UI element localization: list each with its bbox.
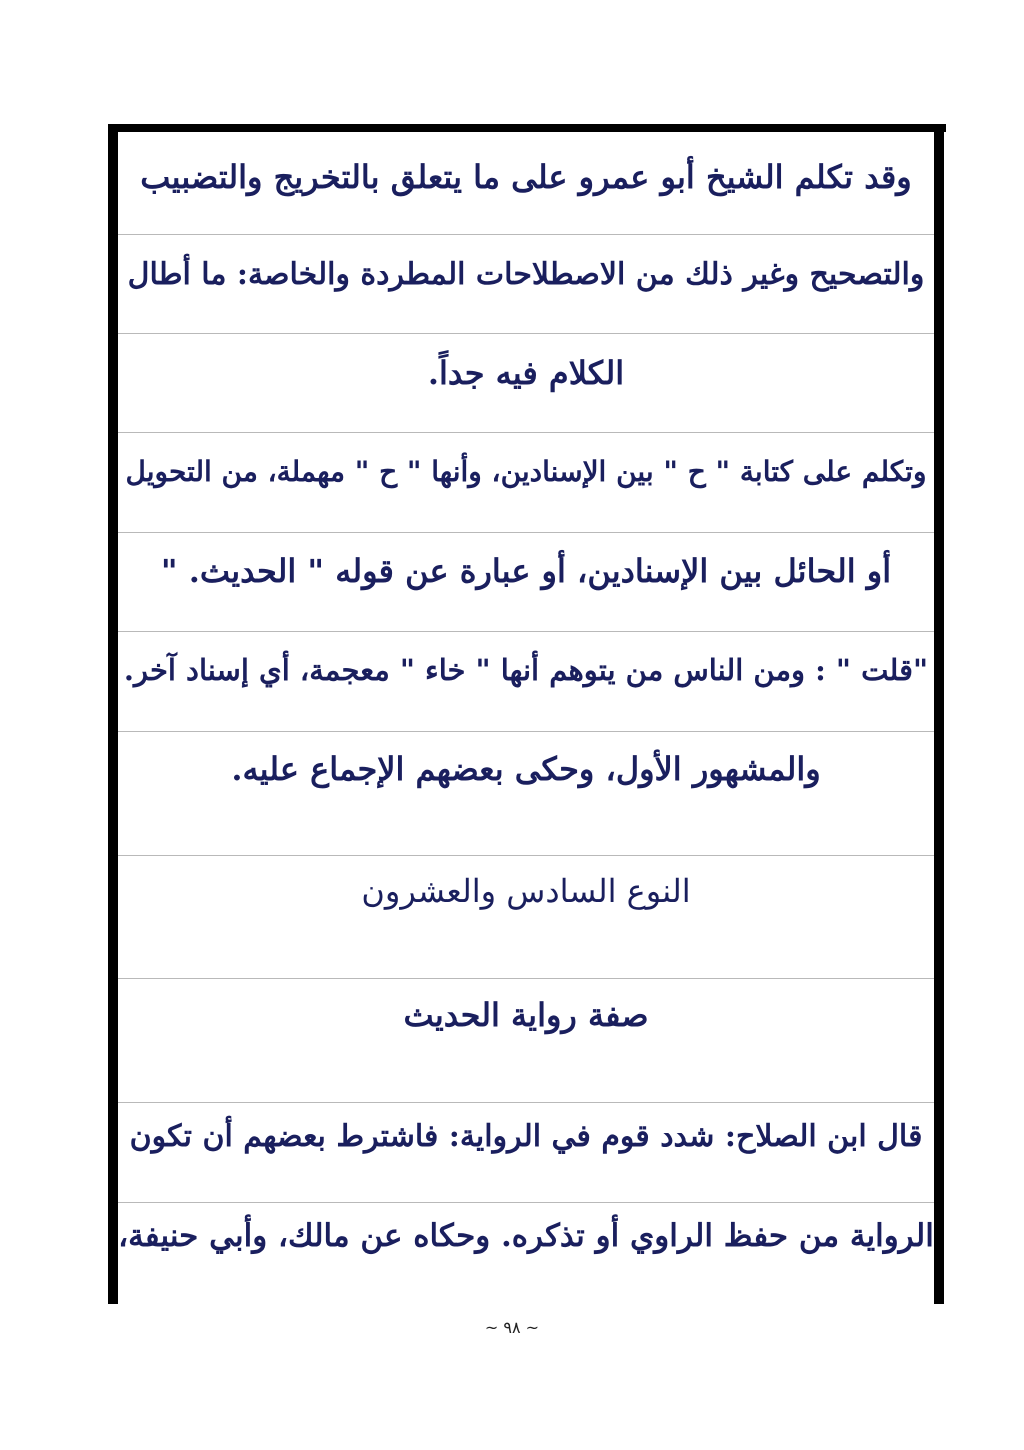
text-line: "قلت " : ومن الناس من يتوهم أنها " خاء " معجمة، أي إسناد آخر. <box>123 653 929 687</box>
frame-left-border <box>108 124 118 1304</box>
page-number: ~ ٩٨ ~ <box>484 1318 540 1337</box>
line-rule <box>118 1202 934 1203</box>
frame-top-border <box>108 124 946 132</box>
text-line: أو الحائل بين الإسنادين، أو عبارة عن قوله " الحديث. " <box>160 552 892 590</box>
line-rule <box>118 532 934 533</box>
line-rule <box>118 333 934 334</box>
line-rule <box>118 1102 934 1103</box>
line-rule <box>118 432 934 433</box>
line-rule <box>118 631 934 632</box>
text-line: وقد تكلم الشيخ أبو عمرو على ما يتعلق بالتخريج والتضبيب <box>140 158 912 196</box>
line-rule <box>118 978 934 979</box>
line-rule <box>118 234 934 235</box>
frame-right-border <box>934 124 944 1304</box>
line-rule <box>118 731 934 732</box>
text-line: الرواية من حفظ الراوي أو تذكره. وحكاه عن مالك، وأبي حنيفة، <box>118 1218 934 1254</box>
section-heading: النوع السادس والعشرون <box>361 872 691 910</box>
text-line: قال ابن الصلاح: شدد قوم في الرواية: فاشترط بعضهم أن تكون <box>129 1119 923 1154</box>
text-line: وتكلم على كتابة " ح " بين الإسنادين، وأنها " ح " مهملة، من التحويل <box>125 455 927 488</box>
section-title: صفة رواية الحديث <box>403 996 649 1034</box>
line-rule <box>118 855 934 856</box>
text-line: الكلام فيه جداً. <box>427 354 625 392</box>
text-line: والمشهور الأول، وحكى بعضهم الإجماع عليه. <box>231 750 821 788</box>
text-line: والتصحيح وغير ذلك من الاصطلاحات المطردة والخاصة: ما أطال <box>127 257 925 292</box>
